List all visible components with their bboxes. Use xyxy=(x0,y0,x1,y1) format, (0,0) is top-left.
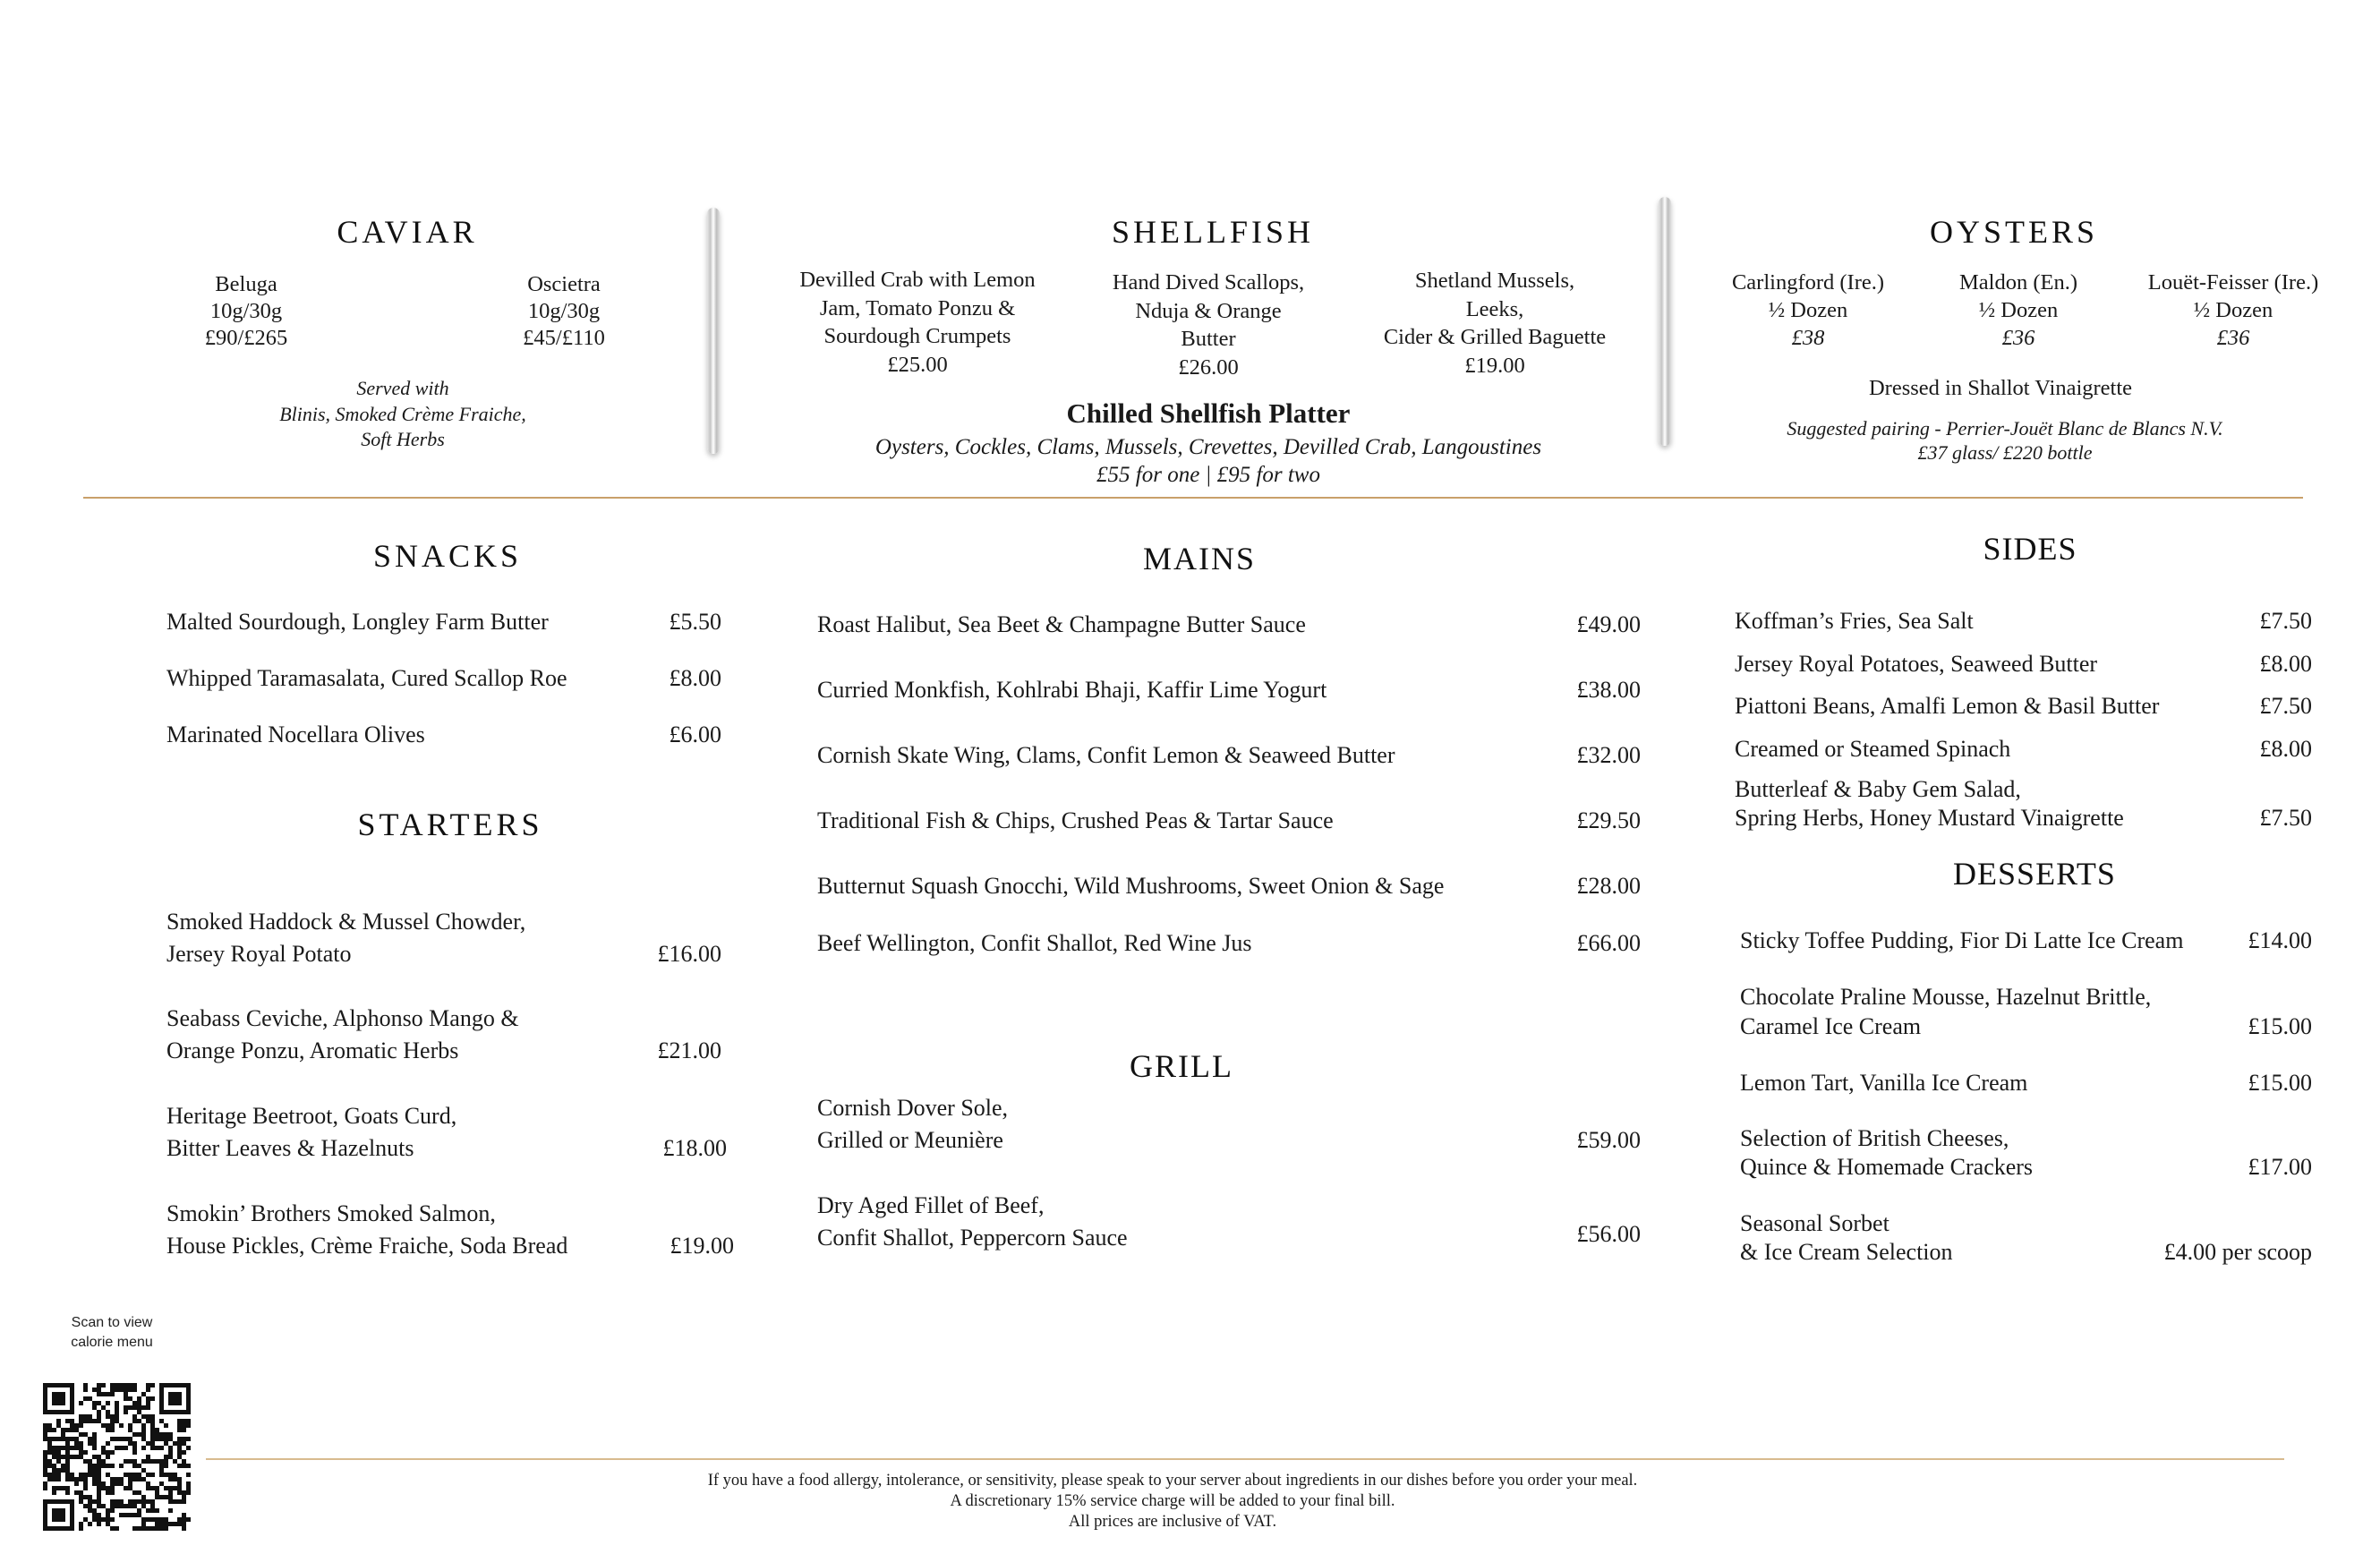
menu-item-price: £49.00 xyxy=(1576,611,1641,637)
menu-item-name: Whipped Taramasalata, Cured Scallop Roe xyxy=(166,665,567,691)
desserts-title: DESSERTS xyxy=(1953,856,2116,892)
menu-item-name: Beef Wellington, Confit Shallot, Red Wine Jus xyxy=(817,930,1252,956)
served-with-line: Blinis, Smoked Crème Fraiche, xyxy=(279,402,526,425)
shellfish-item-line: Butter xyxy=(1181,327,1236,351)
menu-item-price: £14.00 xyxy=(2248,927,2312,953)
oyster-item-qty: ½ Dozen xyxy=(2193,298,2273,322)
sides-title: SIDES xyxy=(1983,531,2077,567)
menu-item-price: £59.00 xyxy=(1576,1127,1641,1153)
menu-item xyxy=(817,609,1641,641)
menu-item xyxy=(1735,733,2312,765)
menu-item-line: Smokin’ Brothers Smoked Salmon, xyxy=(166,1200,496,1226)
menu-item xyxy=(817,927,1641,960)
oyster-item-carlingford xyxy=(1701,269,1915,352)
footer-divider xyxy=(206,1458,2284,1460)
menu-item-name: Roast Halibut, Sea Beet & Champagne Butter Sauce xyxy=(817,611,1306,637)
allergy-notice: If you have a food allergy, intolerance, or sensitivity, please speak to your server about ingredients in our dishes before you order your meal. xyxy=(707,1472,1638,1490)
qr-caption xyxy=(36,1313,188,1353)
qr-caption-line: calorie menu xyxy=(71,1335,153,1350)
menu-item-price: £5.50 xyxy=(669,609,721,635)
menu-item-line: Heritage Beetroot, Goats Curd, xyxy=(166,1103,457,1129)
menu-item-line: Confit Shallot, Peppercorn Sauce xyxy=(817,1225,1128,1251)
menu-item xyxy=(817,805,1641,837)
oysters-pairing: Suggested pairing - Perrier-Jouët Blanc de Blancs N.V. xyxy=(1787,417,2223,440)
shellfish-item-line: Devilled Crab with Lemon xyxy=(799,268,1036,292)
menu-item-line: Jersey Royal Potato xyxy=(166,941,352,967)
menu-item-price: £38.00 xyxy=(1576,677,1641,703)
menu-item-price: £8.00 xyxy=(2259,651,2312,677)
menu-item xyxy=(1735,648,2312,680)
shellfish-title: SHELLFISH xyxy=(1111,214,1315,250)
caviar-item-price: £45/£110 xyxy=(523,326,605,350)
menu-item-price: £7.50 xyxy=(2259,693,2312,719)
snacks-title: SNACKS xyxy=(372,538,523,574)
menu-item-price: £17.00 xyxy=(2248,1154,2312,1180)
menu-item-line: House Pickles, Crème Fraiche, Soda Bread xyxy=(166,1233,568,1259)
shellfish-item-line: Leeks, xyxy=(1465,296,1524,321)
menu-item-name: Traditional Fish & Chips, Crushed Peas & Tartar Sauce xyxy=(817,807,1334,833)
shellfish-item-devilled-crab xyxy=(770,266,1065,379)
menu-item-line: Spring Herbs, Honey Mustard Vinaigrette xyxy=(1735,805,2124,831)
menu-item-name: Lemon Tart, Vanilla Ice Cream xyxy=(1740,1070,2028,1096)
menu-item xyxy=(166,1003,721,1067)
menu-item-line: Chocolate Praline Mousse, Hazelnut Brittle, xyxy=(1740,984,2152,1010)
oyster-item-maldon xyxy=(1911,269,2126,352)
menu-item-price: £29.50 xyxy=(1576,807,1641,833)
menu-item-name: Creamed or Steamed Spinach xyxy=(1735,736,2011,762)
oysters-title: OYSTERS xyxy=(1929,214,2099,250)
menu-item-line: & Ice Cream Selection xyxy=(1740,1239,1953,1265)
menu-item-price: £8.00 xyxy=(2259,736,2312,762)
oyster-item-name: Maldon (En.) xyxy=(1959,270,2077,295)
menu-item-line: Caramel Ice Cream xyxy=(1740,1013,1922,1039)
qr-caption-line: Scan to view xyxy=(71,1315,153,1330)
caviar-item-oscietra xyxy=(474,271,653,352)
menu-item-line: Orange Ponzu, Aromatic Herbs xyxy=(166,1037,459,1063)
vertical-divider-left xyxy=(707,208,720,454)
menu-item xyxy=(817,674,1641,706)
menu-item xyxy=(166,662,721,695)
shellfish-item-scallops xyxy=(1070,269,1347,381)
served-with-line: Soft Herbs xyxy=(361,428,445,450)
menu-item xyxy=(1735,690,2312,722)
menu-item-line: Dry Aged Fillet of Beef, xyxy=(817,1192,1045,1218)
mains-title: MAINS xyxy=(1142,541,1256,576)
menu-item-name: Sticky Toffee Pudding, Fior Di Latte Ice Cream xyxy=(1740,927,2184,953)
menu-item xyxy=(1740,982,2312,1041)
menu-item-price: £19.00 xyxy=(670,1233,734,1259)
menu-item xyxy=(1740,1209,2312,1267)
oyster-item-price: £36 xyxy=(2001,326,2035,350)
shellfish-item-line: Cider & Grilled Baguette xyxy=(1383,325,1607,349)
oyster-item-name: Louët-Feisser (Ire.) xyxy=(2147,270,2319,295)
served-with-line: Served with xyxy=(356,377,449,399)
menu-item-price: £15.00 xyxy=(2248,1070,2312,1096)
menu-item-line: Butterleaf & Baby Gem Salad, xyxy=(1735,776,2021,802)
oyster-item-name: Carlingford (Ire.) xyxy=(1731,270,1885,295)
footer-notes xyxy=(474,1471,1871,1533)
menu-item-price: £7.50 xyxy=(2259,805,2312,831)
menu-item-line: Cornish Dover Sole, xyxy=(817,1095,1009,1121)
menu-item xyxy=(166,1100,727,1165)
platter-title: Chilled Shellfish Platter xyxy=(1066,397,1351,429)
caviar-served-with xyxy=(224,376,582,453)
platter-description: Oysters, Cockles, Clams, Mussels, Crevettes, Devilled Crab, Langoustines xyxy=(874,435,1542,459)
shellfish-item-line: Sourdough Crumpets xyxy=(823,324,1011,348)
vertical-divider-right xyxy=(1659,197,1671,446)
shellfish-item-mussels xyxy=(1343,267,1647,380)
menu-item-price: £28.00 xyxy=(1576,873,1641,899)
menu-item-price: £21.00 xyxy=(657,1037,721,1063)
menu-item xyxy=(1740,1124,2312,1182)
menu-item-name: Jersey Royal Potatoes, Seaweed Butter xyxy=(1735,651,2098,677)
menu-item-price: £18.00 xyxy=(662,1135,727,1161)
shellfish-item-line: Shetland Mussels, xyxy=(1414,269,1575,293)
menu-item-line: Bitter Leaves & Hazelnuts xyxy=(166,1135,414,1161)
menu-item xyxy=(166,606,721,638)
qr-code-icon xyxy=(43,1383,191,1531)
menu-item-name: Piattoni Beans, Amalfi Lemon & Basil Butter xyxy=(1735,693,2160,719)
caviar-item-beluga xyxy=(157,271,336,352)
menu-item xyxy=(1735,775,2312,832)
menu-item xyxy=(1740,1067,2312,1099)
menu-item xyxy=(166,906,721,970)
caviar-title: CAVIAR xyxy=(337,214,478,250)
menu-item-line: Selection of British Cheeses, xyxy=(1740,1125,2009,1151)
caviar-item-name: Beluga xyxy=(215,272,277,296)
menu-item-price: £8.00 xyxy=(669,665,721,691)
shellfish-item-line: Nduja & Orange xyxy=(1135,298,1282,323)
oyster-item-price: £36 xyxy=(2216,326,2250,350)
oysters-pairing-price: £37 glass/ £220 bottle xyxy=(1917,441,2093,464)
menu-item xyxy=(817,870,1641,902)
menu-item-price: £32.00 xyxy=(1576,742,1641,768)
menu-item-line: Seabass Ceviche, Alphonso Mango & xyxy=(166,1005,519,1031)
grill-title: GRILL xyxy=(1130,1048,1233,1084)
caviar-item-weight: 10g/30g xyxy=(527,299,601,323)
shellfish-item-line: Jam, Tomato Ponzu & xyxy=(819,295,1016,320)
menu-item-name: Marinated Nocellara Olives xyxy=(166,722,425,747)
menu-item-name: Cornish Skate Wing, Clams, Confit Lemon & Seaweed Butter xyxy=(817,742,1395,768)
menu-item-price: £66.00 xyxy=(1576,930,1641,956)
menu-item-price: £15.00 xyxy=(2248,1013,2312,1039)
service-charge-notice: A discretionary 15% service charge will be added to your final bill. xyxy=(950,1492,1395,1510)
menu-item-name: Malted Sourdough, Longley Farm Butter xyxy=(166,609,549,635)
starters-title: STARTERS xyxy=(357,807,543,842)
menu-item-line: Seasonal Sorbet xyxy=(1740,1210,1889,1236)
menu-item-name: Butternut Squash Gnocchi, Wild Mushrooms, Sweet Onion & Sage xyxy=(817,873,1445,899)
menu-item-name: Curried Monkfish, Kohlrabi Bhaji, Kaffir Lime Yogurt xyxy=(817,677,1327,703)
caviar-item-weight: 10g/30g xyxy=(209,299,283,323)
menu-item xyxy=(817,1190,1641,1254)
caviar-item-price: £90/£265 xyxy=(204,326,288,350)
menu-item xyxy=(817,1092,1641,1157)
vat-notice: All prices are inclusive of VAT. xyxy=(1068,1513,1277,1531)
menu-item-name: Koffman’s Fries, Sea Salt xyxy=(1735,608,1974,634)
oyster-item-qty: ½ Dozen xyxy=(1768,298,1848,322)
menu-item-price: £7.50 xyxy=(2259,608,2312,634)
menu-item-price: £6.00 xyxy=(669,722,721,747)
shellfish-item-price: £26.00 xyxy=(1178,354,1239,380)
section-divider xyxy=(83,497,2303,499)
menu-item-price: £16.00 xyxy=(657,941,721,967)
menu-item xyxy=(817,739,1641,772)
menu-item-price: £4.00 per scoop xyxy=(2163,1239,2312,1265)
menu-item xyxy=(1735,605,2312,637)
shellfish-item-price: £19.00 xyxy=(1464,353,1525,378)
menu-item-line: Grilled or Meunière xyxy=(817,1127,1003,1153)
menu-item-line: Quince & Homemade Crackers xyxy=(1740,1154,2034,1180)
oysters-dressing: Dressed in Shallot Vinaigrette xyxy=(1868,376,2133,400)
oyster-item-louet-feisser xyxy=(2117,269,2350,352)
menu-item xyxy=(1740,925,2312,957)
oyster-item-price: £38 xyxy=(1791,326,1825,350)
shellfish-item-price: £25.00 xyxy=(887,352,948,377)
platter-price: £55 for one | £95 for two xyxy=(1096,463,1320,487)
menu-item xyxy=(166,719,721,751)
shellfish-item-line: Hand Dived Scallops, xyxy=(1112,270,1305,295)
menu-item xyxy=(166,1198,734,1262)
qr-code[interactable] xyxy=(43,1383,191,1531)
menu-item-price: £56.00 xyxy=(1576,1221,1641,1247)
menu-item-line: Smoked Haddock & Mussel Chowder, xyxy=(166,909,526,935)
caviar-item-name: Oscietra xyxy=(527,272,601,296)
oyster-item-qty: ½ Dozen xyxy=(1978,298,2059,322)
